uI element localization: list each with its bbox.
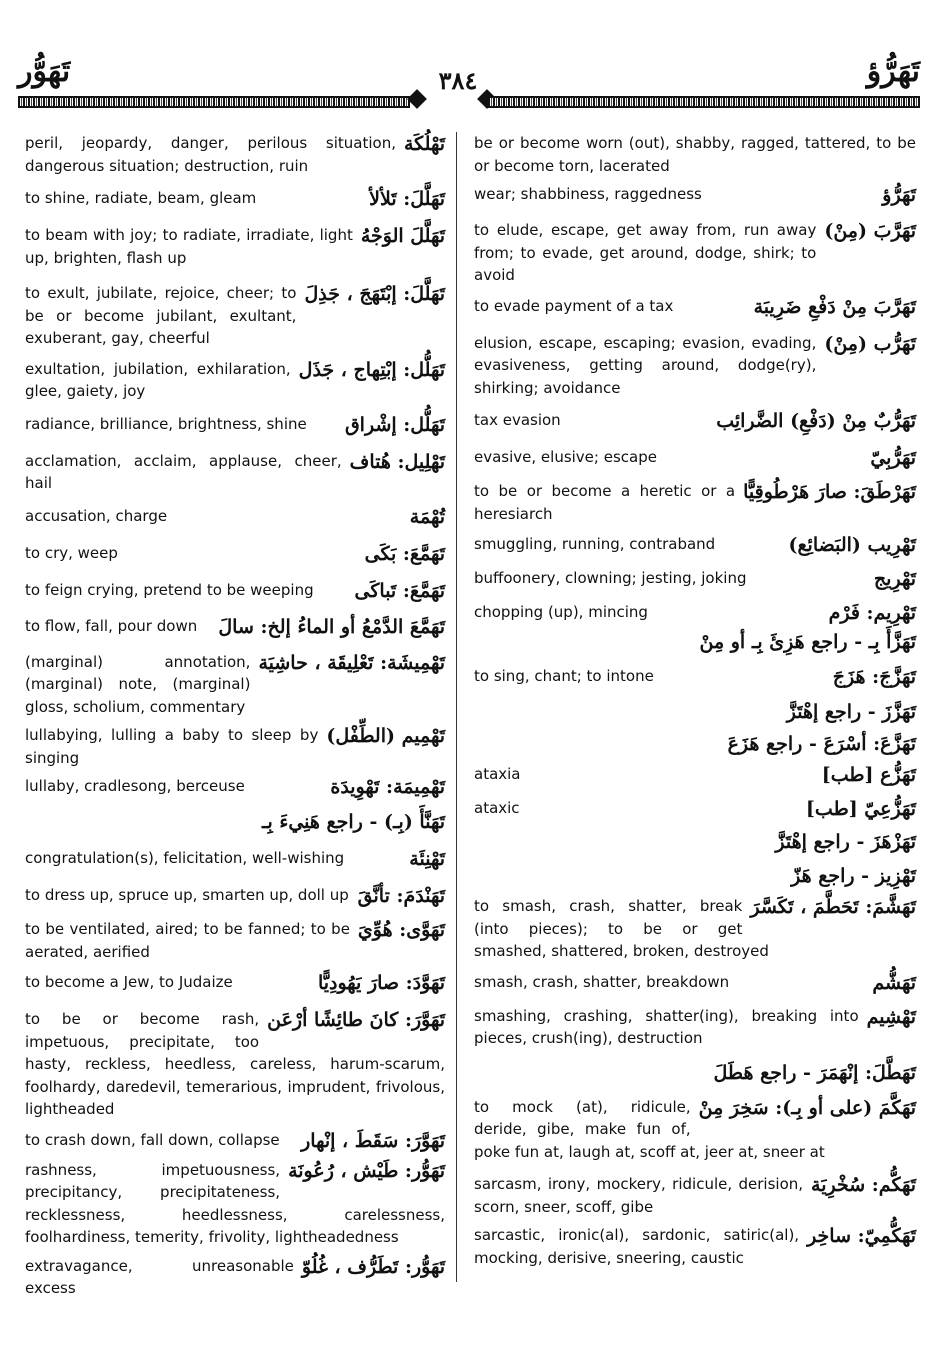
english-definition: to cry, weep: [25, 543, 118, 562]
cross-reference-entry: تَهَزَّعَ: أسْرَعَ - راجع هَزَعَ: [727, 733, 916, 755]
arabic-headword: تُهْمَة: [409, 505, 445, 528]
dictionary-entry: [474, 601, 916, 625]
arabic-headword: تَهَمَّعَ: بَكَى: [364, 542, 445, 565]
dictionary-entry: [474, 132, 916, 177]
english-definition: peril, jeopardy, danger, perilous situation, dangerous situation; destruction, ruin: [25, 134, 396, 175]
arabic-headword: تَهَلُّل: إبْتِهاج ، جَذَل: [298, 358, 445, 381]
dictionary-entry: [474, 971, 916, 995]
dictionary-entry: [474, 183, 916, 207]
cross-reference-entry: تَهَطَّلَ: إنْهَمَرَ - راجع هَطَلَ: [713, 1061, 916, 1084]
arabic-headword: تَهْلِيل: هُتاف: [349, 450, 445, 473]
arabic-headword: تَهَوَّدَ: صارَ يَهُودِيًّا: [317, 972, 445, 994]
arabic-headword: تَهَشَّمَ: تَحَطَّمَ ، تَكَسَّرَ: [750, 896, 916, 918]
dictionary-entry: [474, 446, 916, 470]
right-column: [474, 132, 916, 1275]
arabic-headword: تَهْنِئَة: [409, 848, 445, 870]
dictionary-entry: [25, 847, 445, 871]
dictionary-entry: [25, 282, 445, 350]
cross-reference-entry: تَهَزْهَزَ - راجع إهْتَزَّ: [775, 831, 916, 853]
dictionary-entry: [25, 884, 445, 908]
dictionary-entry: [474, 797, 916, 821]
dictionary-entry: [474, 1173, 916, 1218]
english-definition: to shine, radiate, beam, gleam: [25, 189, 257, 207]
arabic-headword: تَهَمَّعَ الدَّمْعُ أو الماءُ إلخ: سالَ: [218, 615, 445, 638]
arabic-headword: تَهَزُّع [طب]: [821, 764, 916, 786]
english-definition: smuggling, running, contraband: [474, 535, 716, 553]
english-definition: exultation, jubilation, exhilaration, glee, gaiety, joy: [25, 359, 291, 400]
arabic-headword: تَهْرِيج: [873, 568, 916, 590]
dictionary-entry: [474, 567, 916, 591]
dictionary-entry: [25, 775, 445, 799]
english-definition: (marginal) annotation, (marginal) note, (marginal) gloss, scholium, commentary: [25, 652, 251, 716]
dictionary-entry: [25, 1008, 445, 1121]
dictionary-entry: [474, 895, 916, 963]
dictionary-entry: [25, 1255, 445, 1300]
arabic-headword: تَهَشُّم: [872, 971, 916, 994]
arabic-headword: تَهَوَّرَ: سَقَطَ ، إنْهار: [301, 1129, 445, 1152]
dictionary-entry: [474, 1005, 916, 1050]
cross-reference-entry: تَهَزَّأَ بِـ - راجع هَزِئَ بِـ أو مِنْ: [699, 631, 916, 653]
arabic-headword: تَهَوَّرَ: كانَ طائِشًا أرْعَن: [267, 1009, 445, 1031]
english-definition: to exult, jubilate, rejoice, cheer; to be or become jubilant, exultant, exuberant, gay, cheerful: [25, 284, 297, 347]
english-definition: lullaby, cradlesong, berceuse: [25, 777, 245, 795]
english-definition: to be ventilated, aired; to be fanned; to be aerated, aerified: [25, 920, 350, 961]
arabic-headword: تَهَلَّلَ: إبْتَهَجَ ، جَذِلَ: [304, 283, 445, 305]
dictionary-entry: [25, 224, 445, 269]
dictionary-entry: [25, 971, 445, 995]
dictionary-entry: [25, 187, 445, 211]
arabic-headword: تَهَرْطَقَ: صارَ هَرْطُوقِيًّا: [743, 481, 916, 503]
dictionary-entry: [474, 1224, 916, 1269]
dictionary-entry: [25, 579, 445, 603]
arabic-headword: تَهَرُّؤ: [882, 184, 916, 206]
arabic-headword: تَهَوَّى: هُوِّيَ: [357, 919, 445, 941]
arabic-headword: تَهَرُّبٌ مِنْ (دَفْعِ) الضَّرائِب: [716, 410, 916, 432]
english-definition: chopping (up), mincing: [474, 603, 648, 621]
english-definition: tax evasion: [474, 411, 561, 429]
arabic-headword: تَهَكَّمَ (على أو بِـ): سَخِرَ مِنْ: [698, 1096, 916, 1119]
english-definition: sarcastic, ironic(al), sardonic, satiric(al), mocking, derisive, sneering, caustic: [474, 1226, 800, 1267]
english-definition: to become a Jew, to Judaize: [25, 973, 233, 991]
arabic-headword: تَهَلُّل: إشْراق: [344, 413, 445, 436]
arabic-headword: تَهَكُّم: سُخْرِيَة: [811, 1174, 916, 1196]
english-definition: to elude, escape, get away from, run away from; to evade, get around, dodge, shirk; to avoid: [474, 221, 817, 284]
arabic-headword: تَهَرَّبَ مِنْ دَفْعِ ضَرِيبَة: [753, 295, 916, 318]
column-divider: [456, 132, 457, 1282]
arabic-headword: تَهَزَّجَ: هَزَجَ: [832, 666, 916, 688]
english-definition: ataxic: [474, 799, 520, 817]
english-definition: sarcasm, irony, mockery, ridicule, derision, scorn, sneer, scoff, gibe: [474, 1175, 804, 1216]
dictionary-entry: [25, 450, 445, 495]
dictionary-entry: [25, 651, 445, 719]
arabic-headword: تَهَزُّعِيّ [طب]: [805, 798, 916, 820]
arabic-headword: تَهْشِيم: [866, 1005, 916, 1028]
english-definition: radiance, brilliance, brightness, shine: [25, 414, 307, 433]
dictionary-entry: [474, 295, 916, 319]
dictionary-entry: [474, 219, 916, 287]
arabic-headword: تَهَمَّعَ: تَباكَى: [354, 579, 445, 602]
english-definition: elusion, escape, escaping; evasion, evading, evasiveness, getting around, dodge(ry), shirking; avoidance: [474, 333, 817, 397]
arabic-headword: تَهْرِيم: فَرْم: [828, 602, 916, 624]
guide-word-left: تَهَوُّر: [18, 54, 71, 89]
english-definition: to evade payment of a tax: [474, 296, 674, 315]
arabic-headword: تَهَكُّمِيّ: ساخِر: [807, 1225, 916, 1247]
arabic-headword: تَهَوُّر: تَطَرُّف ، غُلُوّ: [301, 1255, 445, 1278]
english-definition: to crash down, fall down, collapse: [25, 1130, 280, 1149]
dictionary-entry: [25, 505, 445, 529]
arabic-headword: تَهْرِيب (البَضائِع): [788, 534, 916, 556]
rule-ornament-left: [407, 89, 427, 109]
english-definition: be or become worn (out), shabby, ragged, tattered, to be or become torn, lacerated: [474, 134, 916, 175]
cross-reference-entry: تَهَزَّزَ - راجع إهْتَزَّ: [786, 701, 916, 723]
english-definition: wear; shabbiness, raggedness: [474, 185, 702, 203]
dictionary-entry: [25, 1129, 445, 1153]
english-definition: to feign crying, pretend to be weeping: [25, 580, 314, 599]
dictionary-entry: [25, 615, 445, 639]
arabic-headword: تَهَلَّلَ الوَجْهُ: [360, 225, 445, 247]
arabic-headword: تَهَوُّر: طَيْش ، رُعُونَة: [288, 1159, 445, 1182]
english-definition: rashness, impetuousness, precipitancy, precipitateness, recklessness, heedlessness, carelessness, foolhardiness, temerity, frivolity, lightheadedness: [25, 1160, 445, 1246]
dictionary-entry: [474, 480, 916, 525]
page-number: ٣٨٤: [438, 66, 478, 95]
dictionary-entry: [25, 1159, 445, 1249]
dictionary-entry: [25, 542, 445, 566]
english-definition: ataxia: [474, 765, 521, 783]
dictionary-entry: [474, 665, 916, 689]
arabic-headword: تَهْلُكَة: [403, 133, 445, 155]
page-header: [18, 52, 920, 120]
dictionary-entry: [25, 132, 445, 177]
guide-word-right: تَهَرُّؤ: [866, 54, 920, 89]
english-definition: evasive, elusive; escape: [474, 448, 657, 466]
english-definition: to flow, fall, pour down: [25, 616, 198, 635]
cross-reference-entry: تَهْزِيز - راجع هَزّ: [791, 865, 916, 887]
dictionary-entry: [474, 763, 916, 787]
english-definition: accusation, charge: [25, 506, 168, 525]
dictionary-entry: [474, 332, 916, 400]
english-definition: to sing, chant; to intone: [474, 667, 654, 685]
dictionary-entry: [25, 413, 445, 437]
header-rule-right: [488, 96, 920, 108]
arabic-headword: تَهْمِيم (الطِّفْل): [326, 725, 445, 747]
header-rule-left: [18, 96, 410, 108]
english-definition: smashing, crashing, shatter(ing), breaking into pieces, crush(ing), destruction: [474, 1006, 859, 1047]
left-column: [25, 132, 445, 1306]
dictionary-entry: [474, 1096, 916, 1164]
english-definition: to be or become rash, impetuous, precipitate, too hasty, reckless, heedless, careless, harum-scarum, foolhardy, daredevil, temerarious, imprudent, frivolous, lightheaded: [25, 1010, 445, 1118]
arabic-headword: تَهَنْدَمَ: تأنَّقَ: [357, 885, 445, 907]
english-definition: to dress up, spruce up, smarten up, doll up: [25, 886, 349, 904]
english-definition: to be or become a heretic or a heresiarch: [474, 482, 736, 523]
english-definition: to mock (at), ridicule, deride, gibe, make fun of, poke fun at, laugh at, scoff at, jeer at, sneer at: [474, 1097, 825, 1161]
dictionary-entry: [474, 409, 916, 433]
english-definition: extravagance, unreasonable excess: [25, 1256, 294, 1297]
arabic-headword: تَهْمِيمَة: تَهْوِيدَة: [330, 776, 445, 798]
cross-reference-entry: تَهَنَّأَ (بِـ) - راجع هَنِيءَ بِـ: [261, 811, 445, 833]
english-definition: acclamation, acclaim, applause, cheer, hail: [25, 451, 342, 492]
arabic-headword: تَهْمِيشَة: تَعْلِيقَة ، حاشِيَة: [258, 651, 445, 674]
dictionary-entry: [25, 358, 445, 403]
english-definition: buffoonery, clowning; jesting, joking: [474, 569, 747, 587]
english-definition: to beam with joy; to radiate, irradiate, light up, brighten, flash up: [25, 226, 353, 267]
arabic-headword: تَهَلَّلَ: تَلألأ: [369, 188, 445, 210]
english-definition: to smash, crash, shatter, break (into pieces); to be or get smashed, shattered, broken, destroyed: [474, 897, 769, 960]
arabic-headword: تَهَرُّبِيّ: [870, 447, 916, 469]
arabic-headword: تَهَرُّب (مِنْ): [824, 332, 916, 355]
english-definition: congratulation(s), felicitation, well-wishing: [25, 849, 345, 867]
dictionary-entry: [474, 533, 916, 557]
dictionary-entry: [25, 724, 445, 769]
arabic-headword: تَهَرَّبَ (مِنْ): [824, 220, 916, 242]
english-definition: smash, crash, shatter, breakdown: [474, 972, 730, 991]
english-definition: lullabying, lulling a baby to sleep by singing: [25, 726, 319, 767]
dictionary-entry: [25, 918, 445, 963]
